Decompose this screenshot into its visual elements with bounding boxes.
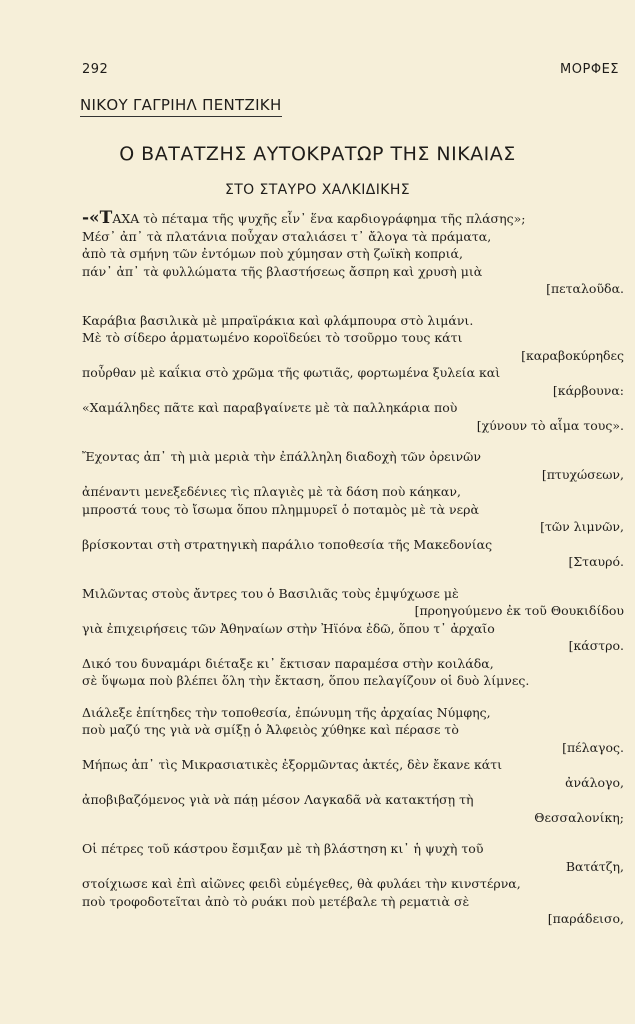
poem-line: ποὺ τροφοδοτεῖται ἀπὸ τὸ ρυάκι ποὺ μετέβαλε τὴ ρεματιὰ σὲ [82, 893, 470, 909]
poem-stanza [82, 704, 632, 827]
poem-line: Μὲ τὸ σίδερο ἁρματωμένο κοροϊδεύει τὸ τσοῦρμο τους κάτι [82, 330, 463, 345]
poem-title: Ο ΒΑΤΑΤΖΗΣ ΑΥΤΟΚΡΑΤΩΡ ΤΗΣ ΝΙΚΑΙΑΣ [119, 143, 516, 165]
poem-line: Μήπως ἀπ᾽ τὶς Μικρασιατικὲς ἐξορμῶντας ἀκτές, δὲν ἔκανε κάτι [82, 757, 503, 772]
poem-line-continuation: ἀνάλογο, [565, 774, 624, 790]
poem-line: Μέσ᾽ ἀπ᾽ τὰ πλατάνια ποὖχαν σταλιάσει τ᾽ ἄλογα τὰ πράματα, [82, 228, 492, 244]
poem-line: Καράβια βασιλικὰ μὲ μπραϊράκια καὶ φλάμπουρα στὸ λιμάνι. [82, 312, 474, 328]
poem-stanza [82, 585, 632, 690]
poem-line: ἀπέναντι μενεξεδένιες τὶς πλαγιὲς μὲ τὰ δάση ποὺ κάηκαν, [82, 484, 461, 499]
poem-line-continuation: [παράδεισο, [547, 911, 624, 926]
poem-line-continuation: [πέλαγος. [562, 739, 624, 755]
poem-line: -«ΤΑΧΑ τὸ πέταμα τῆς ψυχῆς εἶν᾽ ἕνα καρδιογράφημα τῆς πλάσης»; [82, 208, 526, 228]
poem-line: σὲ ὕψωμα ποὺ βλέπει ὅλη τὴν ἔκταση, ὅπου πελαγίζουν οἱ δυὸ λίμνες. [82, 673, 530, 688]
poem-line: ποὖρθαν μὲ καΐκια στὸ χρῶμα τῆς φωτιᾶς, φορτωμένα ξυλεία καὶ [82, 365, 501, 380]
poem-line: γιὰ ἐπιχειρήσεις τῶν Ἀθηναίων στὴν Ἠϊόνα ἐδῶ, ὅπου τ᾽ ἀρχαῖο [82, 620, 495, 636]
poem-line: στοίχιωσε καὶ ἐπὶ αἰῶνες φειδὶ εὐμέγεθες, θὰ φυλάει τὴν κινστέρνα, [82, 876, 521, 891]
poem-line-continuation: [χύνουν τὸ αἷμα τους». [476, 417, 624, 433]
poem-subtitle: ΣΤΟ ΣΤΑΥΡΟ ΧΑΛΚΙΔΙΚΗΣ [224, 182, 411, 198]
poem-line: Διάλεξε ἐπίτηδες τὴν τοποθεσία, ἐπώνυμη τῆς ἀρχαίας Νύμφης, [82, 704, 491, 720]
poem-line-continuation: [προηγούμενο ἐκ τοῦ Θουκιδίδου [414, 603, 624, 618]
poem-line-continuation: [Σταυρό. [568, 554, 624, 569]
poem-line: «Χαμάληδες πᾶτε καὶ παραβγαίνετε μὲ τὰ παλληκάρια ποὺ [82, 400, 458, 415]
page-number: 292 [82, 62, 109, 77]
poem-line-continuation: [τῶν λιμνῶν, [540, 519, 624, 534]
poem-line-continuation: [πτυχώσεων, [541, 466, 624, 482]
journal-name: ΜΟΡΦΕΣ [560, 62, 619, 77]
poem-stanza [82, 840, 632, 928]
drop-cap: -«Τ [82, 208, 113, 228]
poem-line: ἀπὸ τὰ σμήνη τῶν ἐντόμων ποὺ χύμησαν στὴ ζωϊκὴ κοπριά, [82, 246, 463, 261]
poem-line: Οἱ πέτρες τοῦ κάστρου ἔσμιξαν μὲ τὴ βλάστηση κι᾽ ἡ ψυχὴ τοῦ [82, 841, 484, 856]
poem-stanza [82, 448, 632, 571]
author-name: ΝΙΚΟΥ ΓΑΓΡΙΗΛ ΠΕΝΤΖΙΚΗ [80, 96, 282, 117]
poem-line-continuation: [κάρβουνα: [552, 382, 624, 398]
poem-line: μπροστά τους τὸ ἴσωμα ὅπου πλημμυρεῖ ὁ ποταμὸς μὲ τὰ νερὰ [82, 501, 479, 517]
poem-body [82, 210, 632, 942]
poem-line: πάν᾽ ἀπ᾽ τὰ φυλλώματα τῆς βλαστήσεως ἄσπρη καὶ χρυσὴ μιὰ [82, 263, 483, 279]
poem-line-continuation: [κάστρο. [568, 638, 624, 653]
poem-line-continuation: [καραβοκύρηδες [521, 347, 624, 363]
poem-line: Μιλῶντας στοὺς ἄντρες του ὁ Βασιλιᾶς τοὺς ἐμψύχωσε μὲ [82, 585, 459, 601]
poem-line-continuation: [πεταλοῦδα. [546, 281, 624, 296]
page-header [78, 62, 619, 82]
poem-line: ποὺ μαζύ της γιὰ νὰ σμίξῃ ὁ Ἀλφειὸς χύθηκε καὶ πέρασε τὸ [82, 722, 459, 737]
poem-line-continuation: Βατάτζη, [565, 858, 624, 874]
poem-stanza [82, 312, 632, 435]
poem-line: Δικό του δυναμάρι διέταξε κι᾽ ἔκτισαν παραμέσα στὴν κοιλάδα, [82, 655, 494, 671]
poem-line: Ἔχοντας ἀπ᾽ τὴ μιὰ μεριὰ τὴν ἐπάλληλη διαδοχὴ τῶν ὀρεινῶν [82, 449, 481, 464]
poem-line: ἀποβιβαζόμενος γιὰ νὰ πάῃ μέσον Λαγκαδᾶ νὰ κατακτήσῃ τὴ [82, 792, 474, 807]
poem-line: βρίσκονται στὴ στρατηγικὴ παράλιο τοποθεσία τῆς Μακεδονίας [82, 536, 493, 552]
poem-line-continuation: Θεσσαλονίκη; [534, 809, 624, 825]
poem-stanza [82, 210, 632, 298]
